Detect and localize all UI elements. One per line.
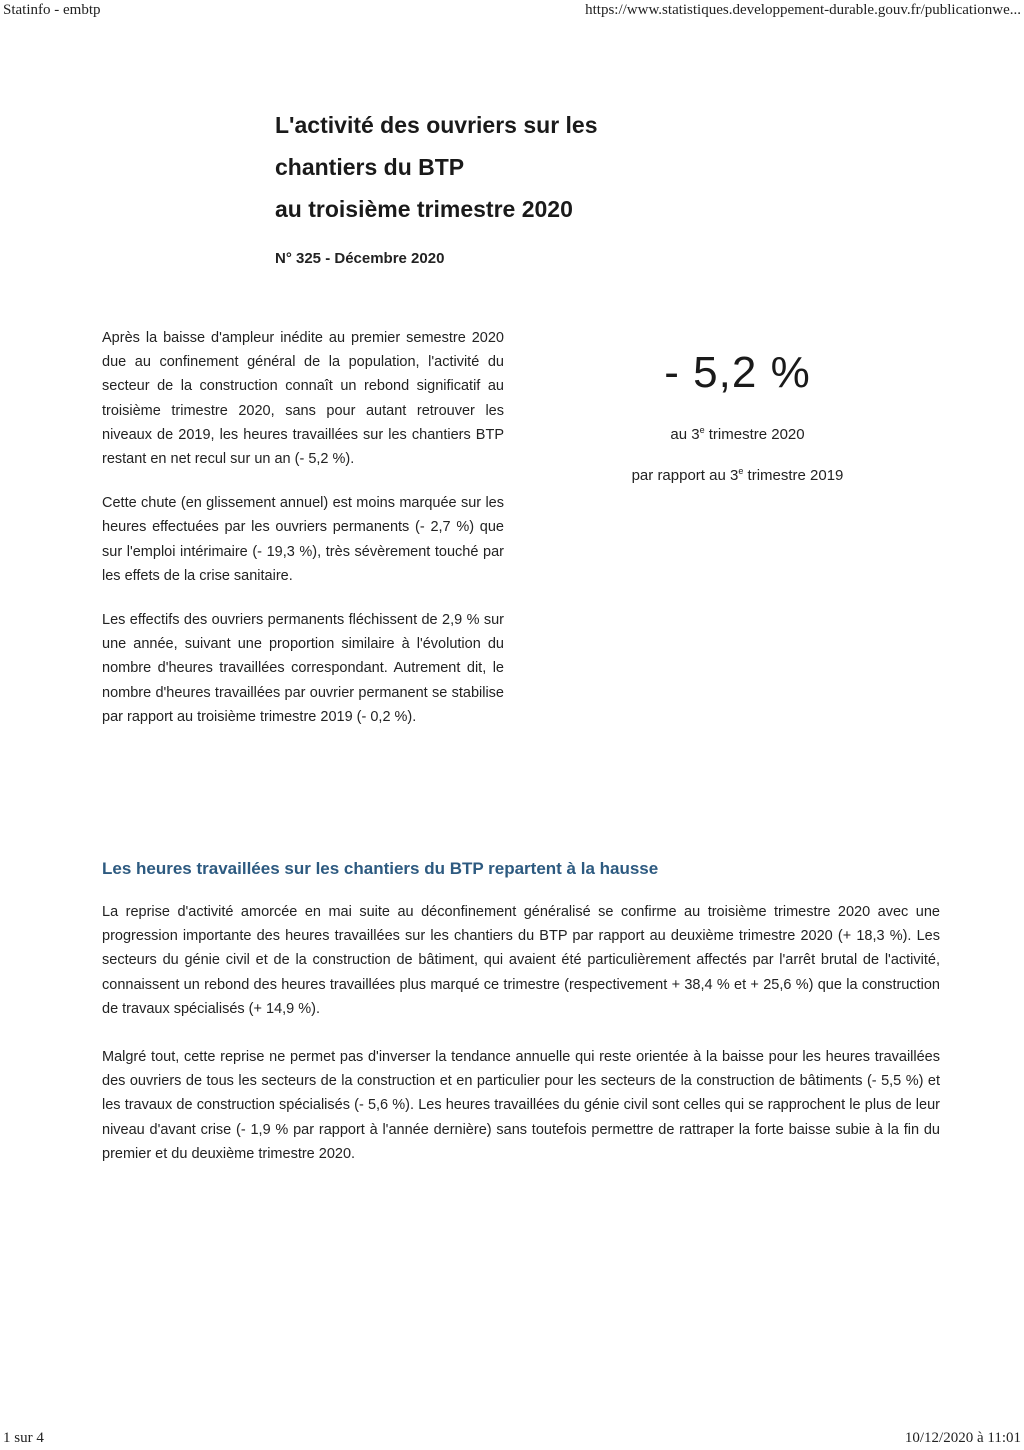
- section-heading: Les heures travaillées sur les chantiers du BTP repartent à la hausse: [102, 859, 659, 878]
- section-body: [102, 900, 940, 1190]
- key-figure-reference-sup: e: [738, 466, 744, 476]
- title-line: chantiers du BTP: [275, 154, 465, 180]
- page-count: 1 sur 4: [3, 1430, 44, 1446]
- key-figure-period-text: trimestre 2020: [704, 426, 805, 443]
- key-figure: [600, 340, 875, 487]
- print-header-title: Statinfo - embtp: [3, 2, 101, 18]
- intro-paragraph: Après la baisse d'ampleur inédite au premier semestre 2020 due au confinement général de la population, l'activité du secteur de la construction connaît un rebond significatif au troisième trimestre 2020, sans pour autant retrouver les niveaux de 2019, les heures travaillées sur les chantiers BTP restant en net recul sur un an (- 5,2 %).: [102, 330, 504, 468]
- section-paragraph: Malgré tout, cette reprise ne permet pas d'inverser la tendance annuelle qui reste orientée à la baisse pour les heures travaillées des ouvriers de tous les secteurs de la construction et en particulier pour les secteurs de la construction de bâtiments (- 5,5 %) et les travaux de construction spécialisés (- 5,6 %). Les heures travaillées du génie civil sont celles qui se rapprochent le plus de leur niveau d'avant crise (- 1,9 % par rapport à l'année dernière) sans toutefois permettre de rattraper la forte baisse subie à la fin du premier et du deuxième trimestre 2020.: [102, 1049, 940, 1162]
- title-line: au troisième trimestre 2020: [275, 196, 573, 222]
- key-figure-period-text: au 3: [670, 426, 700, 443]
- print-header-url: https://www.statistiques.developpement-durable.gouv.fr/publicationwe...: [585, 2, 1021, 18]
- key-figure-value: - 5,2 %: [664, 348, 811, 397]
- print-footer: [0, 1430, 1024, 1450]
- key-figure-reference: [600, 460, 875, 487]
- intro-paragraph: Les effectifs des ouvriers permanents fléchissent de 2,9 % sur une année, suivant une proportion similaire à l'évolution du nombre d'heures travaillées correspondant. Autrement dit, le nombre d'heures travaillées par ouvrier permanent se stabilise par rapport au troisième trimestre 2019 (- 0,2 %).: [102, 612, 504, 725]
- key-figure-reference-text: par rapport au 3: [631, 467, 739, 484]
- key-figure-period-sup: e: [699, 425, 705, 435]
- key-figure-reference-text: trimestre 2019: [743, 467, 844, 484]
- print-date: 10/12/2020 à 11:01: [904, 1430, 1021, 1446]
- issue-number: N° 325 - Décembre 2020: [275, 250, 445, 267]
- title-line: L'activité des ouvriers sur les: [275, 112, 598, 138]
- page-title: [275, 104, 695, 230]
- intro-paragraph: Cette chute (en glissement annuel) est moins marquée sur les heures effectuées par les ouvriers permanents (- 2,7 %) que sur l'emploi intérimaire (- 19,3 %), très sévèrement touché par les effets de la crise sanitaire.: [102, 495, 504, 584]
- key-figure-period: [600, 419, 875, 446]
- print-header: [0, 2, 1024, 22]
- section-paragraph: La reprise d'activité amorcée en mai suite au déconfinement généralisé se confirme au troisième trimestre 2020 avec une progression importante des heures travaillées sur les chantiers du BTP par rapport au deuxième trimestre 2020 (+ 18,3 %). Les secteurs du génie civil et de la construction de bâtiment, qui avaient été particulièrement affectés par l'arrêt brutal de l'activité, connaissent un rebond des heures travaillées plus marqué ce trimestre (respectivement + 38,4 % et + 25,6 %) que la construction de travaux spécialisés (+ 14,9 %).: [102, 904, 940, 1017]
- intro-text: [102, 326, 504, 749]
